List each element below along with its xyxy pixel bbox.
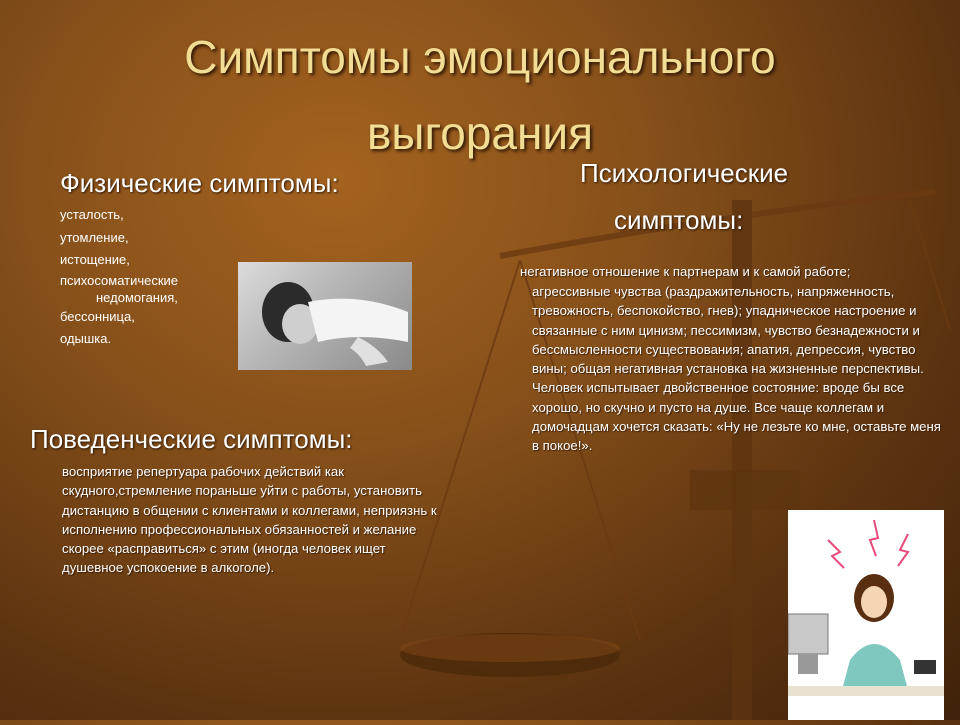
behavioral-heading: Поведенческие симптомы: [30,424,353,454]
list-item: недомогания, [96,289,178,305]
psychological-heading-line2: симптомы: [614,205,744,235]
list-item: усталость, [60,207,124,222]
physical-heading: Физические симптомы: [60,168,339,198]
slide-title-line1: Симптомы эмоционального [184,31,776,83]
psychological-heading-line1: Психологические [580,158,789,188]
list-item: истощение, [60,252,130,267]
list-item: утомление, [60,229,129,245]
physical-list [60,204,178,351]
psychological-text: агрессивные чувства (раздражительность, напряженность, тревожность, беспокойство, гнев); упадническое настроение и связанные с ним цинизм; пессимизм, чувство безнадежности и бессмысленности существования; апатия, депрессия, чувство вины; общая негативная установка на жизненные перспективы. Человек испытывает двойственное состояние: вроде бы все хорошо, но скучно и пусто на душе. Все чаще коллегам и домочадцам хочется сказать: «Ну не лезьте ко мне, оставьте меня в покое!». [532,284,941,454]
list-item: бессонница, [60,308,135,324]
stressed-woman-illustration [788,510,944,720]
psychological-lead: негативное отношение к партнерам и к самой работе; [520,264,851,279]
list-item: одышка. [60,331,112,346]
slide-title-line2: выгорания [366,107,594,159]
tired-person-photo [238,262,412,370]
behavioral-text: восприятие репертуара рабочих действий как скудного,стремление пораньше уйти с работы, установить дистанцию в общении с клиентами и коллегами, неприязнь к исполнению профессиональных обязанностей и желание скорее «расправиться» с этим (иногда человек ищет душевное успокоение в алкоголе). [62,464,437,576]
list-item: психосоматические [60,272,179,288]
